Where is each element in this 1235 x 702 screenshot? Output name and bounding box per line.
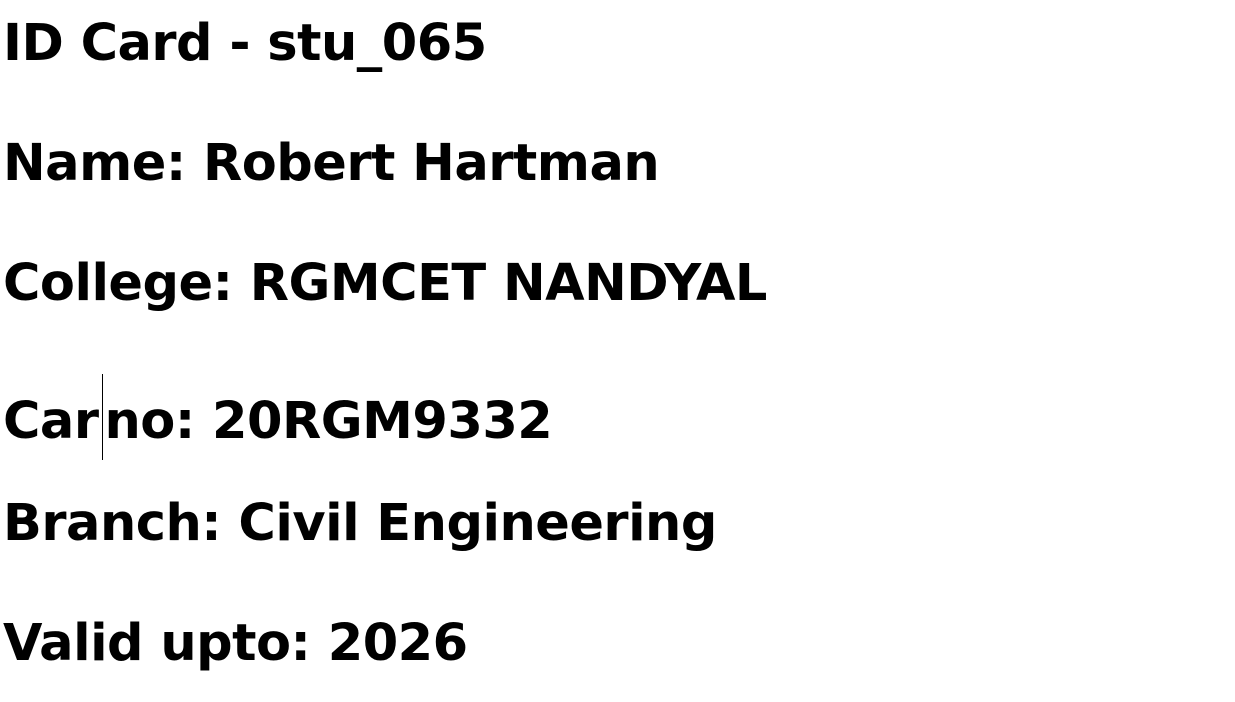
- valid-upto-line: Valid upto: 2026: [3, 614, 468, 673]
- car-number-line: [3, 374, 1223, 451]
- college-line: College: RGMCET NANDYAL: [3, 254, 767, 313]
- id-card-title: ID Card - stu_065: [3, 14, 487, 73]
- name-line: Name: Robert Hartman: [3, 134, 660, 193]
- car-number-value: no: 20RGM9332: [104, 392, 553, 451]
- branch-line: Branch: Civil Engineering: [3, 494, 717, 553]
- text-cursor: [102, 374, 103, 460]
- document-body[interactable]: [3, 14, 1223, 674]
- car-label: Car: [3, 392, 99, 451]
